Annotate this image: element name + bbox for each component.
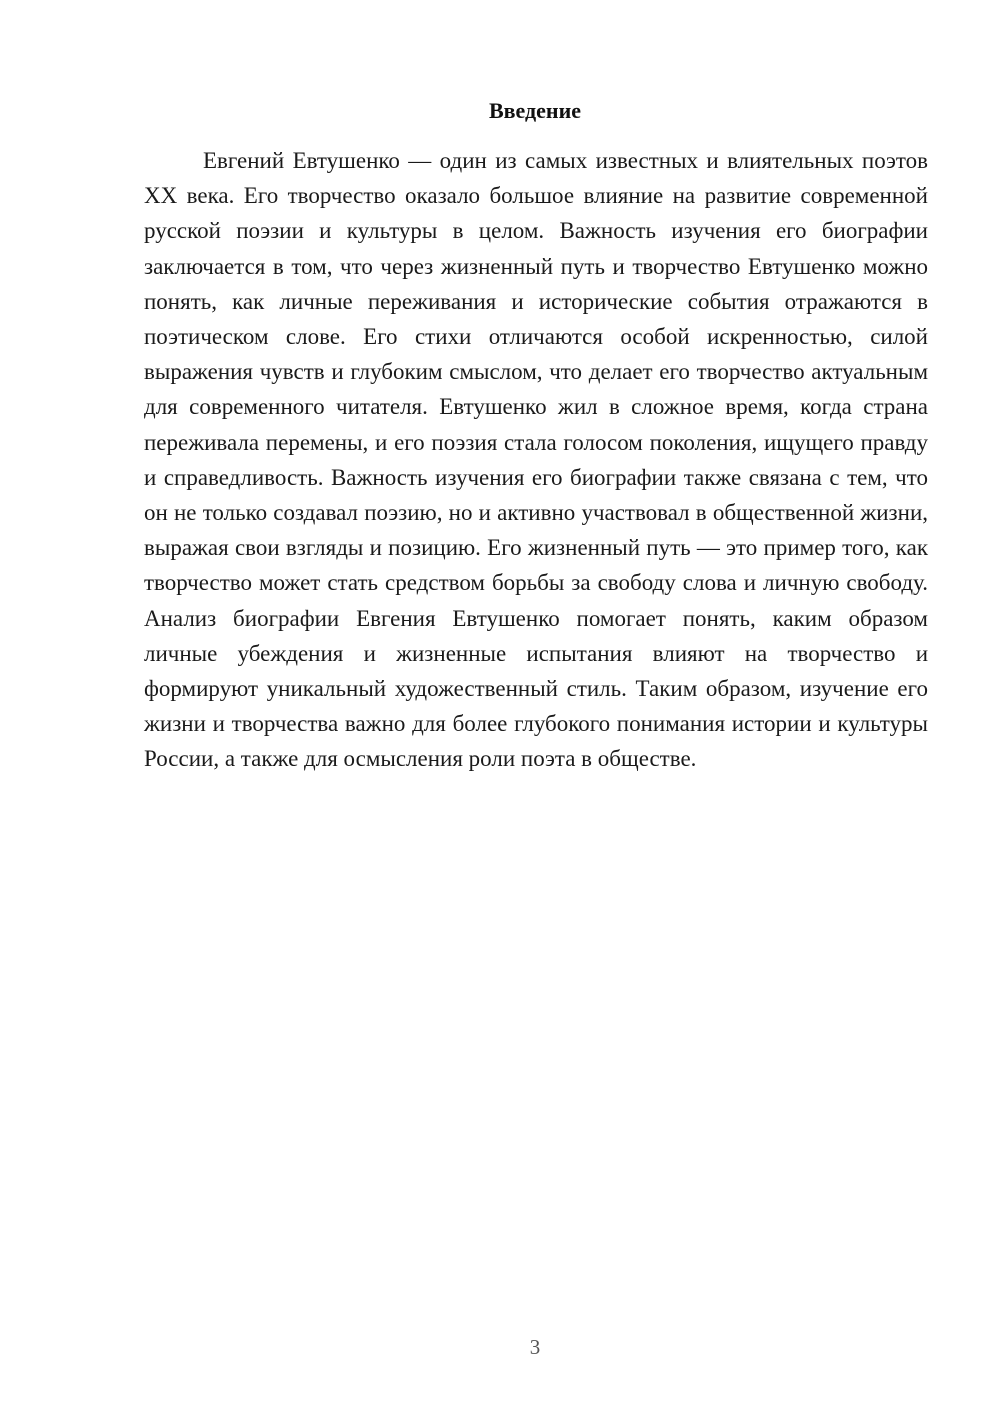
section-heading: Введение — [488, 98, 582, 123]
body-paragraph: Евгений Евтушенко — один из самых известных и влиятельных поэтов XX века. Его творчество оказало большое влияние на развитие современной русской поэзии и культуры в целом. Важность изучения его биографии заключается в том, что через жизненный путь и творчество Евтушенко можно понять, как личные переживания и исторические события отражаются в поэтическом слове. Его стихи отличаются особой искренностью, силой выражения чувств и глубоким смыслом, что делает его творчество актуальным для современного читателя. Евтушенко жил в сложное время, когда страна переживала перемены, и его поэзия стала голосом поколения, ищущего правду и справедливость. Важность изучения его биографии также связана с тем, что он не только создавал поэзию, но и активно участвовал в общественной жизни, выражая свои взгляды и позицию. Его жизненный путь — это пример того, как творчество может стать средством борьбы за свободу слова и личную свободу. Анализ биографии Евгения Евтушенко помогает понять, каким образом личные убеждения и жизненные испытания влияют на творчество и формируют уникальный художественный стиль. Таким образом, изучение его жизни и творчества важно для более глубокого понимания истории и культуры России, а также для осмысления роли поэта в обществе. — [144, 148, 928, 772]
page-number: 3 — [529, 1335, 541, 1359]
